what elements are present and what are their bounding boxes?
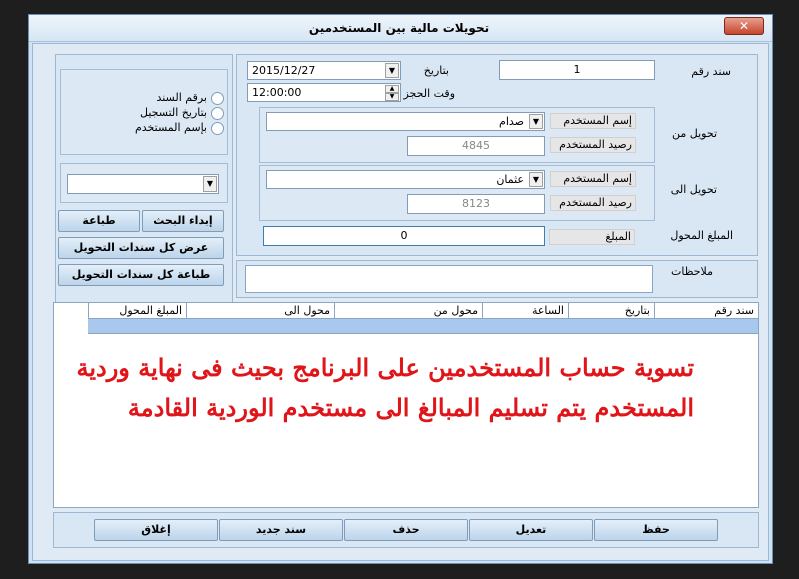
notes-panel — [236, 260, 758, 298]
main-area — [32, 43, 769, 561]
grid-header — [88, 303, 758, 319]
time-picker[interactable] — [247, 83, 401, 102]
from-user-label: إسم المستخدم — [550, 113, 636, 129]
from-balance-field — [407, 136, 545, 156]
radio-icon[interactable] — [211, 122, 224, 135]
radio-icon[interactable] — [211, 92, 224, 105]
time-value: 12:00:00 — [252, 86, 302, 99]
form-panel — [236, 54, 758, 256]
date-picker[interactable] — [247, 61, 401, 80]
to-balance-field — [407, 194, 545, 214]
to-balance-value: 8123 — [462, 197, 490, 210]
spin-up-icon[interactable]: ▲ — [385, 85, 399, 93]
to-balance-label: رصيد المستخدم — [550, 195, 636, 211]
col-date[interactable]: بتاريخ — [568, 303, 654, 319]
radio-label: برقم السند — [156, 91, 207, 104]
show-all-button[interactable]: عرض كل سندات التحويل — [58, 237, 224, 259]
notes-field[interactable] — [245, 265, 653, 293]
doc-no-value: 1 — [573, 63, 581, 76]
action-bar — [53, 512, 759, 548]
date-label: بتاريخ — [423, 64, 449, 77]
doc-no-label: سند رقم — [691, 65, 731, 78]
print-all-button[interactable]: طباعة كل سندات التحويل — [58, 264, 224, 286]
to-user-combo[interactable] — [266, 170, 545, 189]
transferred-amount-label: المبلغ المحول — [670, 229, 733, 242]
notes-label: ملاحظات — [671, 265, 713, 278]
search-combo[interactable] — [67, 174, 219, 194]
col-amount[interactable]: المبلغ المحول — [88, 303, 186, 319]
overlay-caption-line-1: تسوية حساب المستخدمين على البرنامج بحيث فى نهاية وردية — [76, 353, 694, 382]
radio-label: بتاريخ التسجيل — [140, 106, 207, 119]
col-to[interactable]: محول الى — [186, 303, 334, 319]
radio-label: بإسم المستخدم — [134, 121, 207, 134]
col-from[interactable]: محول من — [334, 303, 482, 319]
transfer-from-group — [259, 107, 655, 163]
amount-label: المبلغ — [549, 229, 635, 245]
from-user-combo[interactable] — [266, 112, 545, 131]
transfer-from-label: تحويل من — [672, 127, 717, 140]
print-button[interactable]: طباعة — [58, 210, 140, 232]
col-doc-no[interactable]: سند رقم — [654, 303, 758, 319]
window-title: تحويلات مالية بين المستخدمين — [308, 21, 490, 35]
to-user-value: عثمان — [496, 173, 524, 186]
search-combo-group — [60, 163, 228, 203]
results-grid[interactable] — [53, 302, 759, 508]
transfer-to-group — [259, 165, 655, 221]
doc-no-field[interactable] — [499, 60, 655, 80]
window-close-button[interactable]: ✕ — [724, 17, 764, 35]
chevron-down-icon[interactable]: ▼ — [529, 172, 543, 187]
from-balance-value: 4845 — [462, 139, 490, 152]
transfer-to-label: تحويل الى — [670, 183, 717, 196]
close-button[interactable]: إغلاق — [94, 519, 218, 541]
radio-by-doc-no[interactable] — [64, 90, 224, 105]
date-value: 2015/12/27 — [252, 64, 316, 77]
search-panel — [55, 54, 233, 304]
from-user-value: صدام — [499, 115, 524, 128]
title-bar — [29, 15, 772, 42]
calendar-dropdown-icon[interactable]: ▼ — [385, 63, 399, 78]
app-window — [28, 14, 773, 564]
radio-by-date[interactable] — [64, 105, 224, 120]
amount-value: 0 — [400, 229, 408, 242]
time-label: وقت الحجز — [403, 87, 455, 100]
start-search-button[interactable]: إبداء البحث — [142, 210, 224, 232]
radio-by-user[interactable] — [64, 120, 224, 135]
from-balance-label: رصيد المستخدم — [550, 137, 636, 153]
radio-icon[interactable] — [211, 107, 224, 120]
search-options — [64, 90, 224, 135]
search-options-group — [60, 69, 228, 155]
delete-button[interactable]: حذف — [344, 519, 468, 541]
col-time[interactable]: الساعة — [482, 303, 568, 319]
save-button[interactable]: حفظ — [594, 519, 718, 541]
to-user-label: إسم المستخدم — [550, 171, 636, 187]
edit-button[interactable]: تعديل — [469, 519, 593, 541]
chevron-down-icon[interactable]: ▼ — [203, 176, 217, 192]
overlay-caption-line-2: المستخدم يتم تسليم المبالغ الى مستخدم الوردية القادمة — [127, 393, 694, 422]
amount-field[interactable] — [263, 226, 545, 246]
new-doc-button[interactable]: سند جديد — [219, 519, 343, 541]
spin-down-icon[interactable]: ▼ — [385, 93, 399, 101]
chevron-down-icon[interactable]: ▼ — [529, 114, 543, 129]
grid-selected-row[interactable] — [88, 319, 758, 334]
